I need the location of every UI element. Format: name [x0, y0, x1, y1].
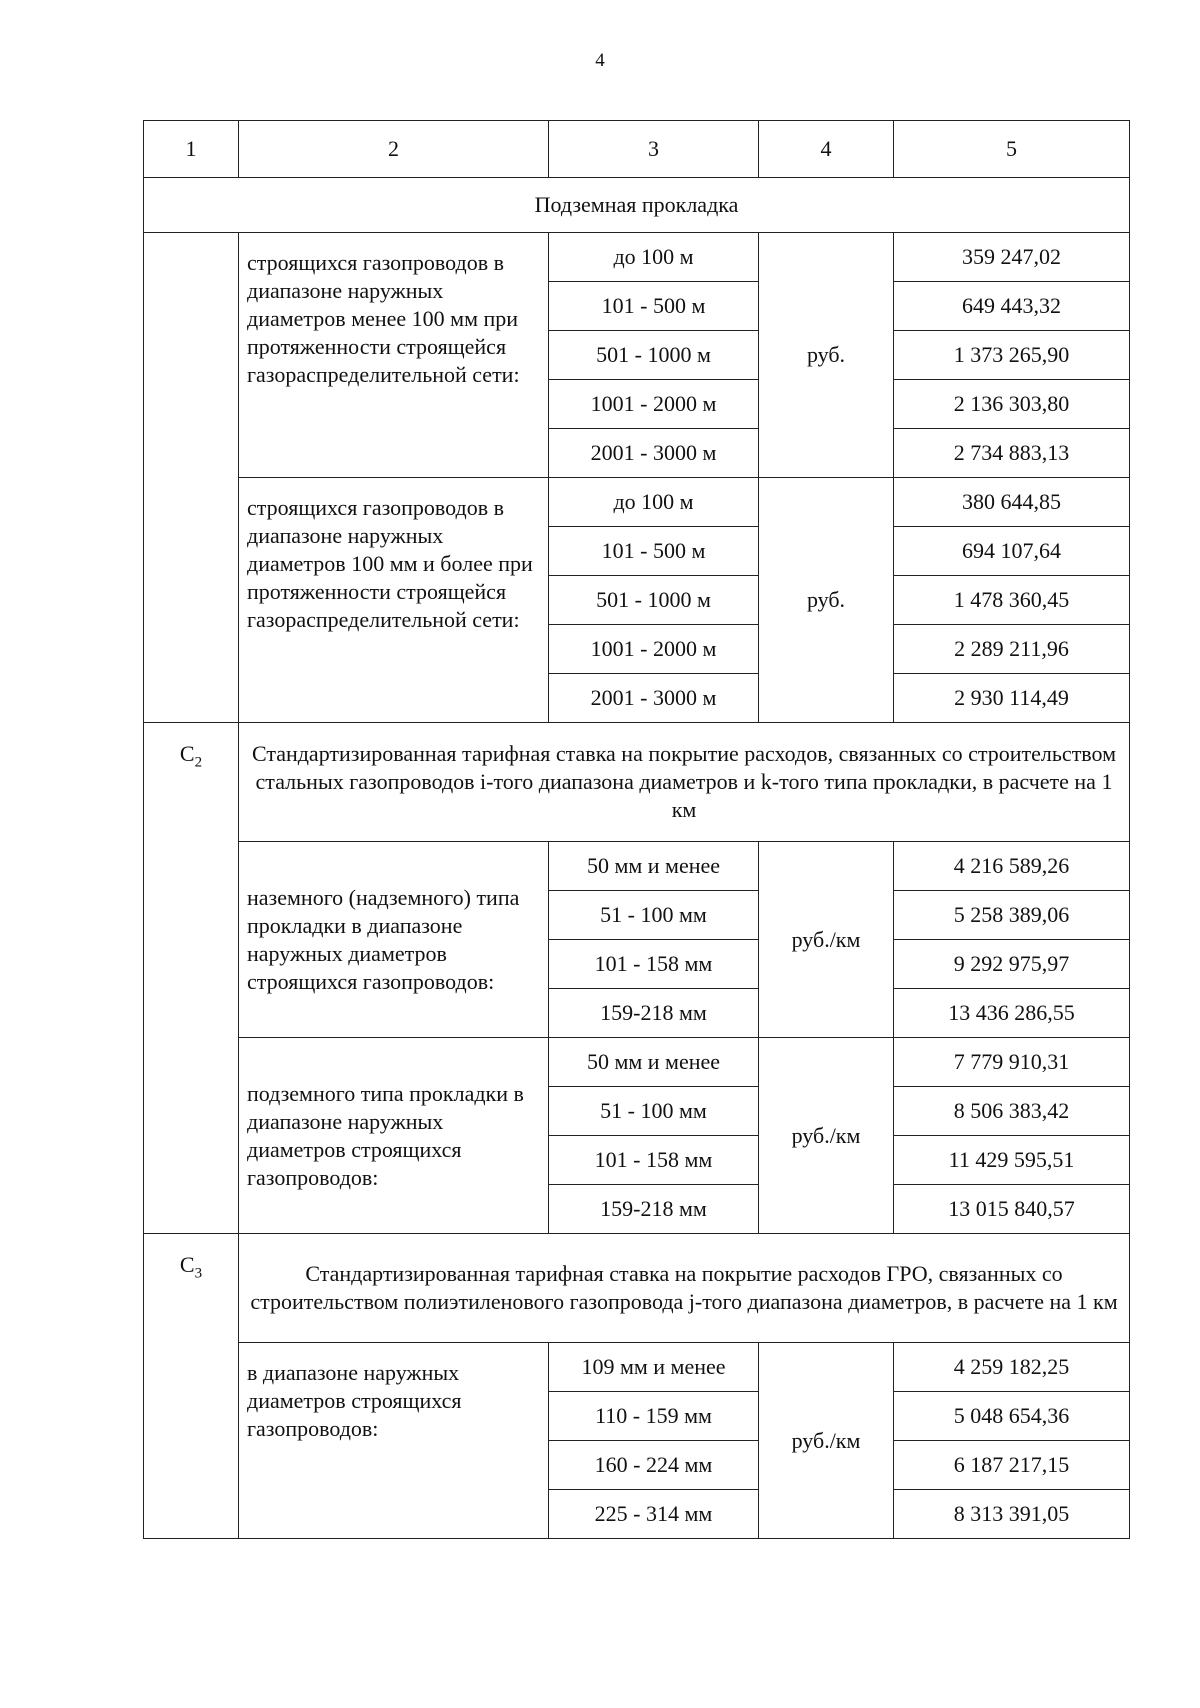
range-cell: 101 - 500 м	[549, 527, 759, 576]
value-cell: 9 292 975,97	[894, 940, 1130, 989]
section-row	[144, 723, 1130, 842]
section-title: Подземная прокладка	[144, 178, 1130, 233]
range-cell: 101 - 500 м	[549, 282, 759, 331]
range-cell: 1001 - 2000 м	[549, 380, 759, 429]
value-cell: 1 373 265,90	[894, 331, 1130, 380]
value-cell: 6 187 217,15	[894, 1441, 1130, 1490]
group-description: подземного типа прокладки в диапазоне наружных диаметров строящихся газопроводов:	[239, 1038, 549, 1234]
range-cell: 2001 - 3000 м	[549, 429, 759, 478]
code-cell-empty	[144, 233, 239, 723]
range-cell: до 100 м	[549, 478, 759, 527]
range-cell: 50 мм и менее	[549, 842, 759, 891]
header-col-1: 1	[144, 121, 239, 178]
header-col-3: 3	[549, 121, 759, 178]
range-cell: 159-218 мм	[549, 1185, 759, 1234]
range-cell: 160 - 224 мм	[549, 1441, 759, 1490]
range-cell: 51 - 100 мм	[549, 1087, 759, 1136]
header-col-5: 5	[894, 121, 1130, 178]
value-cell: 8 313 391,05	[894, 1490, 1130, 1539]
value-cell: 1 478 360,45	[894, 576, 1130, 625]
range-cell: 101 - 158 мм	[549, 940, 759, 989]
section-row	[144, 1234, 1130, 1343]
code-letter: C	[179, 741, 195, 766]
unit-cell: руб./км	[759, 842, 894, 1038]
value-cell: 380 644,85	[894, 478, 1130, 527]
table-row	[144, 1038, 1130, 1087]
range-cell: 50 мм и менее	[549, 1038, 759, 1087]
page-number: 4	[595, 50, 605, 71]
group-description: наземного (надземного) типа прокладки в диапазоне наружных диаметров строящихся газопроводов:	[239, 842, 549, 1038]
table-row	[144, 1343, 1130, 1392]
section-row	[144, 178, 1130, 233]
section-title: Стандартизированная тарифная ставка на покрытие расходов, связанных со строительством стальных газопроводов i-того диапазона диаметров и k-того типа прокладки, в расчете на 1 км	[239, 723, 1130, 842]
value-cell: 5 258 389,06	[894, 891, 1130, 940]
range-cell: 501 - 1000 м	[549, 576, 759, 625]
unit-cell: руб./км	[759, 1038, 894, 1234]
code-cell	[144, 1234, 239, 1539]
range-cell: 110 - 159 мм	[549, 1392, 759, 1441]
value-cell: 2 136 303,80	[894, 380, 1130, 429]
range-cell: 225 - 314 мм	[549, 1490, 759, 1539]
range-cell: 1001 - 2000 м	[549, 625, 759, 674]
code-cell	[144, 723, 239, 1234]
value-cell: 649 443,32	[894, 282, 1130, 331]
code-letter: C	[179, 1252, 195, 1277]
range-cell: 51 - 100 мм	[549, 891, 759, 940]
value-cell: 8 506 383,42	[894, 1087, 1130, 1136]
table-row	[144, 233, 1130, 282]
table-row	[144, 842, 1130, 891]
value-cell: 2 289 211,96	[894, 625, 1130, 674]
value-cell: 5 048 654,36	[894, 1392, 1130, 1441]
header-row	[144, 121, 1130, 178]
range-cell: 109 мм и менее	[549, 1343, 759, 1392]
value-cell: 13 436 286,55	[894, 989, 1130, 1038]
unit-cell: руб.	[759, 233, 894, 478]
value-cell: 4 216 589,26	[894, 842, 1130, 891]
value-cell: 11 429 595,51	[894, 1136, 1130, 1185]
value-cell: 4 259 182,25	[894, 1343, 1130, 1392]
range-cell: 2001 - 3000 м	[549, 674, 759, 723]
value-cell: 2 734 883,13	[894, 429, 1130, 478]
code-subscript: 2	[194, 754, 203, 771]
value-cell: 2 930 114,49	[894, 674, 1130, 723]
section-title: Стандартизированная тарифная ставка на покрытие расходов ГРО, связанных со строительством полиэтиленового газопровода j-того диапазона диаметров, в расчете на 1 км	[239, 1234, 1130, 1343]
range-cell: 101 - 158 мм	[549, 1136, 759, 1185]
unit-cell: руб./км	[759, 1343, 894, 1539]
code-subscript: 3	[194, 1265, 203, 1282]
range-cell: до 100 м	[549, 233, 759, 282]
unit-cell: руб.	[759, 478, 894, 723]
group-description: в диапазоне наружных диаметров строящихся газопроводов:	[239, 1343, 549, 1539]
range-cell: 159-218 мм	[549, 989, 759, 1038]
value-cell: 359 247,02	[894, 233, 1130, 282]
range-cell: 501 - 1000 м	[549, 331, 759, 380]
header-col-4: 4	[759, 121, 894, 178]
header-col-2: 2	[239, 121, 549, 178]
group-description: строящихся газопроводов в диапазоне наружных диаметров 100 мм и более при протяженности строящейся газораспределительной сети:	[239, 478, 549, 723]
value-cell: 694 107,64	[894, 527, 1130, 576]
table-row	[144, 478, 1130, 527]
value-cell: 13 015 840,57	[894, 1185, 1130, 1234]
tariff-table	[143, 120, 1130, 1539]
group-description: строящихся газопроводов в диапазоне наружных диаметров менее 100 мм при протяженности строящейся газораспределительной сети:	[239, 233, 549, 478]
value-cell: 7 779 910,31	[894, 1038, 1130, 1087]
